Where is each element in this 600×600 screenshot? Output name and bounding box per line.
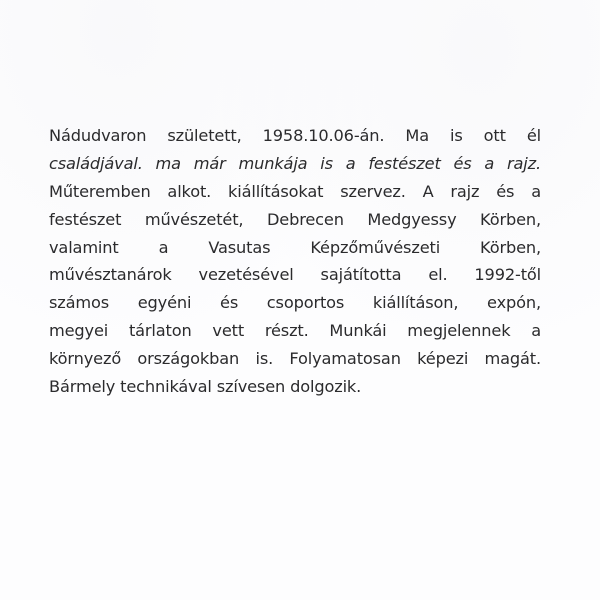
paragraph-line-4: festészet művészetét, Debrecen Medgyessy Körben, (49, 209, 541, 229)
paragraph-line-10: Bármely technikával szívesen dolgozik. (49, 377, 362, 397)
paragraph-line-5: valamint a Vasutas Képzőművészeti Körben, (49, 237, 541, 257)
biography-paragraph (49, 122, 541, 401)
paragraph-line-9: környező országokban is. Folyamatosan képezi magát. (49, 349, 541, 369)
paragraph-line-3: Műteremben alkot. kiállításokat szervez. A rajz és a (49, 181, 541, 201)
paragraph-line-2: családjával. ma már munkája is a festészet és a rajz. (49, 153, 541, 173)
paragraph-line-1: Nádudvaron született, 1958.10.06-án. Ma is ott él (49, 126, 541, 145)
paragraph-line-6: művésztanárok vezetésével sajátította el. 1992-től (49, 265, 541, 285)
paragraph-line-7: számos egyéni és csoportos kiállításon, expón, (49, 293, 541, 313)
paragraph-line-8: megyei tárlaton vett részt. Munkái megjelennek a (49, 321, 541, 341)
